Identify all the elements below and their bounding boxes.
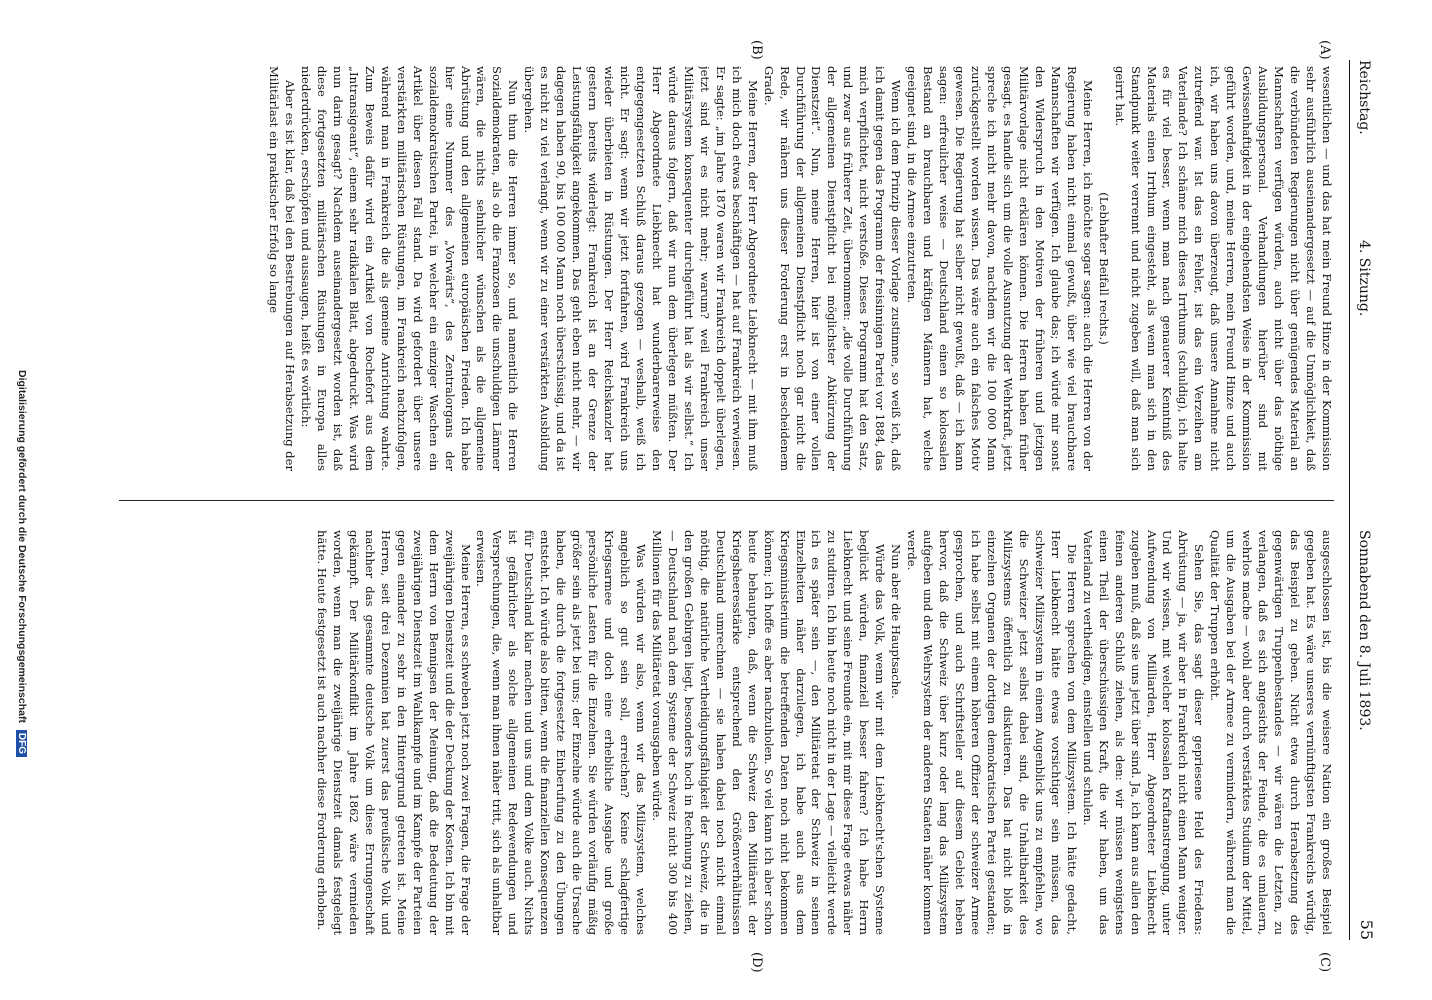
margin-mark-b: (B)	[749, 40, 764, 60]
paragraph: wesentlichen — und das hat mein Freund Hinze in der Kommission sehr ausführlich auseinandergesetzt — auf die Unmöglichkeit, daß die verbündeten Regierungen nicht über genügendes Material an Mannschaften verfügen würden, auch nicht über das nöthige Ausbildungspersonal. Verhandlungen hierüber sind mit Gewissenhaftigkeit in der eingehendsten Weise in der Kommission geführt worden, und, meine Herren, mein Freund Hinze und auch ich, wir haben uns davon überzeugt, daß unsere Annahme nicht zutreffend war. Ist das ein Fehler, ist das ein Verzeihen am Vaterlande? Ich schäme mich dieses Irrthums (schuldig), ich halte es für viel besser, wenn man nach genauerer Kenntniß des Materials einen Irrthum eingesteht, als wenn man sich in den Standpunkt weiter verrennt und nicht zugeben will, daß man sich geirrt hat.	[1112, 66, 1334, 471]
page-number: 55	[1357, 919, 1376, 940]
paragraph: Sehen Sie, das sagt dieser gepriesene Held des Friedens: Abrüstung — ja, wir aber in Frankreich nicht einen Mann weniger. Und wir wissen, mit welcher kolossalen Kraftanstrengung, unter Aufwendung von Milliarden, Herr Abgeordneter Liebknecht zugeben muß, daß sie uns jetzt über sind. Ja, ich kann aus allen den feinen anderen Schluß ziehen, als den: wir müssen wenigstens einen Theil der überschüssigen Kraft, die wir haben, um das Vaterland zu vertheidigen, einstellen und schulen.	[1080, 530, 1207, 935]
dfg-logo: DFG	[16, 730, 27, 757]
paragraph: Aber es ist klar, daß bei den Bestrebungen auf Herabsetzung der Militärlast ein praktischer Erfolg so lange	[267, 66, 298, 471]
paragraph: Meine Herren, der Herr Abgeordnete Liebknecht — mit ihm muß ich mich doch etwas beschäftigen — hat auf Frankreich verwiesen. Er sagte: „im Jahre 1870 waren wir Frankreich doppelt überlegen, jetzt sind wir es nicht mehr; warum? weil Frankreich unser Militärsystem konsequenter durchgeführt hat als wir selbst.“ Ich würde daraus folgern, daß wir nun dem überlegen müßten. Der Herr Abgeordnete Liebknecht hat wunderbarerweise den entgegengesetzten Schluß daraus gezogen — weshalb, weiß ich nicht. Er sagt: wenn wir jetzt fortfahren, wird Frankreich uns wieder überbieten in Rüstungen. Der Herr Reichskanzler hat gestern bereits widerlegt: Frankreich ist an der Grenze der Leistungsfähigkeit angekommen. Das geht eben nicht mehr, — wir dagegen haben 90, bis 100 000 Mann noch überschüssig, und da ist es nicht zu viel verlangt, wenn wir zu einer verstärkten Ausbildung übergehen.	[522, 66, 760, 471]
header-rule	[1349, 60, 1350, 940]
digitization-credit	[16, 370, 28, 970]
header-session: 4. Sitzung.	[1356, 240, 1372, 317]
paragraph: Würde das Volk, wenn wir mit dem Liebknecht'schen Systeme beglückt würden, finanziell besser fahren? Ich habe Herrn Liebknecht und seine Freunde ein, mit mir diese Frage etwas näher zu studiren. Ich bin heute noch nicht in der Lage — vielleicht werde ich es später sein —, den Militäretat der Schweiz in seinen Einzelheiten näher darzulegen, ich habe auch aus dem Kriegsministerium die betreffenden Daten noch nicht bekommen können; ich hoffe es aber nachzuholen. So viel kann ich aber schon heute behaupten, daß, wenn die Schweiz den Militäretat der Kriegsheeresstärke entsprechend den Größenverhältnissen Deutschland umrechnen — sie haben dabei noch nicht einmal nöthig, die natürliche Vertheidigungsfähigkeit der Schweiz, die in den großen Gebirgen liegt, besonders hoch in Rechnung zu ziehen, — Deutschland nach dem Systeme der Schweiz nicht 300 bis 400 Millionen für das Militäretat vorausgaben würde.	[649, 530, 888, 935]
left-column	[129, 66, 1334, 471]
page-header	[1344, 60, 1384, 940]
paragraph: Nun aber die Hauptsache.	[889, 544, 904, 699]
paragraph: Nun thun die Herren immer so, und namentlich die Herren Sozialdemokraten, als ob die Franzosen die unschuldigen Lämmer wären, die nichts sehnlicher wünschen als die allgemeine Abrüstung und den allgemeinen europäischen Frieden. Ich habe hier eine Nummer des „Vorwärts“, des Zentralorgans der sozialdemokratischen Partei, in welcher ein einziger Waschen ein Artikel über diesen Fall stand. Da wird gefordert über unsere verstärkten militärischen Rüstungen, im Frankreich nachzufolgen, während man in Frankreich die als gemeine Anrichtung wahrte. Zum Beweis dafür wird ein Artikel von Rochefort aus dem „Intransigeant“, einem sehr radikalen Blatt, abgedruckt. Was wird nun darin gesagt? Nachdem auseinandergesetzt worden ist, daß diese fortgesetzten militärischen Rüstungen in Europa alles niederdrücken, erschöpfen und aussaugen, heißt es wörtlich:	[299, 66, 521, 471]
margin-mark-a: (A)	[1317, 40, 1332, 60]
margin-mark-d: (D)	[749, 952, 764, 973]
quotation: ausgeschlossen ist, bis die weisere Nation ein großes Beispiel gegeben hat. Es wäre unseres vernünftigsten Frankreichs würdig, das Beispiel zu geben. Nicht etwa durch Herabsetzung des gegenwärtigen Truppenbestandes — wir wären die Letzten, zu verlangen, daß es sich angesichts der Feinde, die es umlauern, wehrlos mache — wohl aber durch verstärktes Studium der Mittel, um die Ausgaben bei der Armee zu vermindern, während man die Qualität der Truppen erhöht.	[1208, 530, 1334, 935]
paragraph: Meine Herren, ich möchte sogar sagen: auch die Herren von der Regierung haben nicht einmal gewußt, über wie viel brauchbare Mannschaften wir verfügen. Ich glaube das; ich würde mir sonst den Widerspruch in den Motiven der früheren und jetzigen Militärvorlage nicht erklären können. Die Herren haben früher gesagt, es handle sich um die volle Ausnutzung der Wehrkraft, jetzt spreche ich nicht mehr davon, nachdem wir die 100 000 Mann zurückgestellt worden wissen. Das wäre auch ein falsches Motiv gewesen. Die Regierung hat selber nicht gewußt, daß — ich kann sagen: erfreulicher weise — Deutschland einen so kolossalen Bestand an brauchbaren und kräftigen Männern hat, welche geeignet sind, in die Armee einzutreten.	[905, 66, 1095, 471]
paragraph: Meine Herren, es schweben jetzt noch zwei Fragen, die Frage der zweijährigen Dienstzeit und die der Deckung der Kosten. Ich bin mit dem Herrn von Bennigsen der Meinung, daß die Bedeutung der zweijährigen Dienstzeit im Wahlkampfe und im Kampfe der Parteien gegen einander zu sehr in den Hintergrund getreten ist. Meine Herren, seit drei Dezennien hat zuerst das preußische Volk und nachher das gesammte deutsche Volk um diese Errungenschaft gekämpft. Der Militärkonflikt im Jahre 1862 wäre vermieden worden, wenn man die zweijährige Dienstzeit damals festgelegt hätte. Heute festgesetzt ist auch nachher diese Forderung erhoben.	[314, 530, 473, 935]
column-divider	[119, 500, 1334, 501]
paragraph: Was würden wir also, wenn wir das Milizsystem, welches angeblich so gut sein soll, erreichen? Keine schlagfertige Kriegsarmee und doch eine erhebliche Ausgabe und große persönliche Lasten für die Einzelnen. Sie würden vorläufig mäßig größer sein als jetzt bei uns; der Einzelne würde auch die Ursache haben, die durch die fortgesetzte Einberufung zu den Übungen entsteht. Ich würde also bitten, wenn die finanziellen Konsequenzen für Deutschland klar machen und uns und dem Volke auch. Nichts ist gefährlicher als solche allgemeinen Redewendungen und Versprechungen, die, wenn man ihnen näher tritt, sich als unhaltbar erweisen.	[474, 530, 649, 935]
header-date: Sonnabend den 8. Juli 1893.	[1356, 530, 1372, 731]
header-reichstag: Reichstag.	[1356, 60, 1372, 135]
applause-note: (Lebhafter Beifall rechts.)	[1096, 192, 1111, 345]
paragraph: Die Herren sprechen von dem Milizsystem. Ich hätte gedacht, Herr Liebknecht hätte etwas vorsichtiger sein müssen, das schweizer Milizsystem in einem Augenblick uns zu empfehlen, wo die Schweizer jetzt selbst dabei sind, die Unhaltbarkeit des Milizsystems öffentlich zu diskutieren. Das hat nicht bloß in einzelnen Organen der dortigen demokratischen Partei gestanden; ich habe selbst mit einem höheren Offizier der schweizer Armee gesprochen, und auch Schriftsteller auf diesem Gebiet heben hervor, daß die Schweiz über kurz oder lang das Milizsystem aufgeben und dem Wehrsystem der anderen Staaten näher kommen werde.	[905, 530, 1079, 935]
right-column	[129, 530, 1334, 935]
margin-mark-c: (C)	[1317, 952, 1332, 973]
credit-text: Digitalisierung gefördert durch die Deutsche Forschungsgemeinschaft	[16, 370, 28, 723]
paragraph: Wenn ich dem Prinzip dieser Vorlage zustimme, so weiß ich, daß ich damit gegen das Programm der freisinnigen Partei vor 1884, das mich verpflichtet, nicht verstoße. Dieses Programm hat den Satz, und zwar aus früherer Zeit, übernommen: „die volle Durchführung der allgemeinen Dienstpflicht bei möglichster Abkürzung der Dienstzeit“. Nun, meine Herren, hier ist von einer vollen Durchführung der allgemeinen Dienstpflicht noch gar nicht die Rede, wir nähern uns dieser Forderung erst in bescheidenem Grade.	[761, 66, 904, 471]
